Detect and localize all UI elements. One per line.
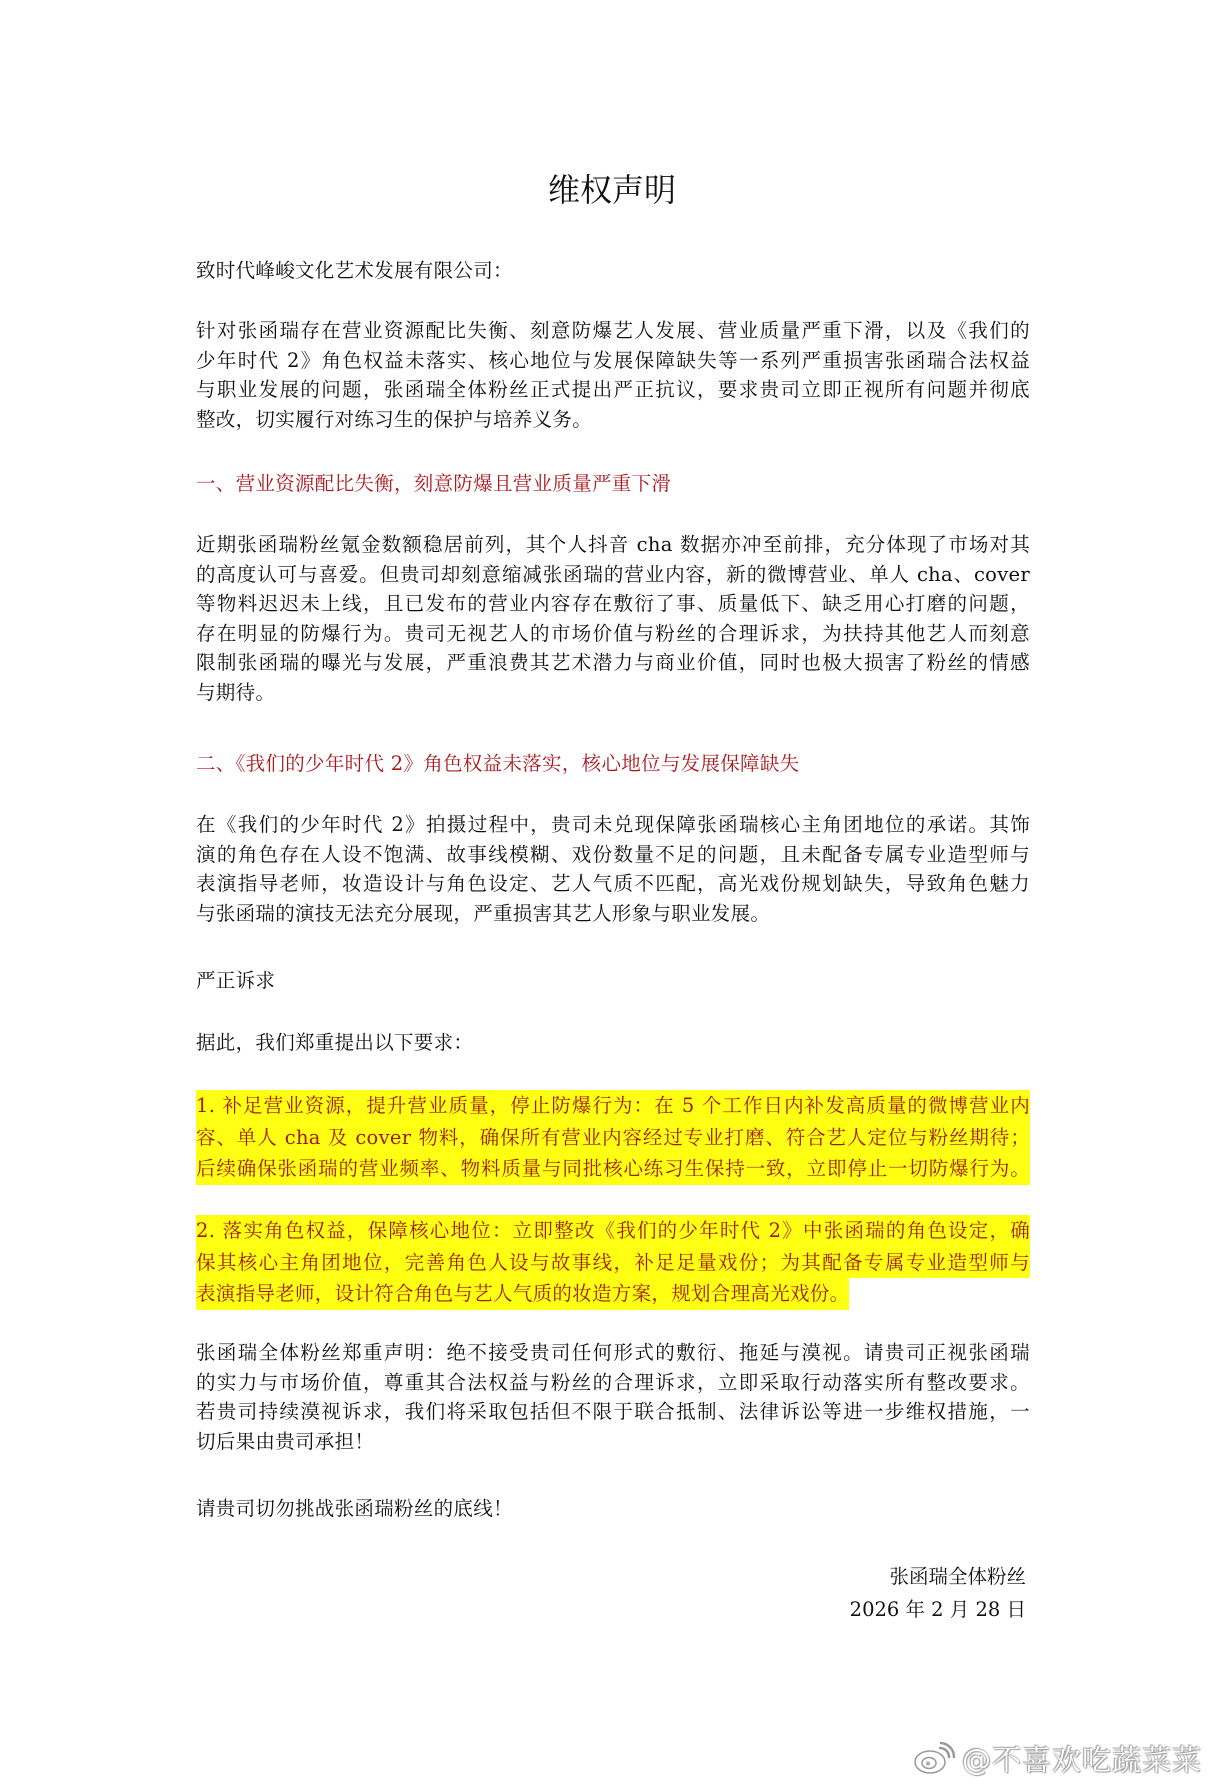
section2-line: 在《我们的少年时代 2》拍摄过程中，贵司未兑现保障张函瑞核心主角团地位的承诺。其饰 xyxy=(196,813,1030,836)
final-line xyxy=(196,1494,1030,1524)
intro-line: 整改，切实履行对练习生的保护与培养义务。 xyxy=(196,407,593,431)
section1-line: 等物料迟迟未上线，且已发布的营业内容存在敷衍了事、质量低下、缺乏用心打磨的问题， xyxy=(196,592,1030,615)
watermark-text: @不喜欢吃蔬菜菜 xyxy=(962,1742,1203,1777)
section2-paragraph xyxy=(196,810,1030,928)
section2-line: 表演指导老师，妆造设计与角色设定、艺人气质不匹配，高光戏份规划缺失，导致角色魅力 xyxy=(196,872,1030,895)
salutation xyxy=(196,256,1030,286)
date: 2026 年 2 月 28 日 xyxy=(849,1598,1026,1621)
section2-line: 演的角色存在人设不饱满、故事线模糊、戏份数量不足的问题，且未配备专属专业造型师与 xyxy=(196,842,1030,866)
demand-1-line: 后续确保张函瑞的营业频率、物料质量与同批核心练习生保持一致，立即停止一切防爆行为。 xyxy=(196,1153,1030,1185)
section1-line: 限制张函瑞的曝光与发展，严重浪费其艺术潜力与商业价值，同时也极大损害了粉丝的情感 xyxy=(196,651,1030,674)
demand-1-line: 1. 补足营业资源，提升营业质量，停止防爆行为：在 5 个工作日内补发高质量的微博营业内 xyxy=(196,1090,1030,1122)
demand-2-line: 保其核心主角团地位，完善角色人设与故事线，补足足量戏份；为其配备专属专业造型师与 xyxy=(196,1247,1030,1279)
section1-line: 的高度认可与喜爱。但贵司却刻意缩减张函瑞的营业内容，新的微博营业、单人 cha、cover xyxy=(196,562,1030,586)
section1-line: 近期张函瑞粉丝氪金数额稳居前列，其个人抖音 cha 数据亦冲至前排，充分体现了市场对其 xyxy=(196,533,1030,556)
section1-heading xyxy=(196,469,1030,499)
closing-paragraph xyxy=(196,1338,1030,1456)
demand-1-line: 容、单人 cha 及 cover 物料，确保所有营业内容经过专业打磨、符合艺人定位与粉丝期待； xyxy=(196,1122,1030,1154)
demand-item-2 xyxy=(196,1215,1030,1310)
section2-line: 与张函瑞的演技无法充分展现，严重损害其艺人形象与职业发展。 xyxy=(196,901,771,925)
closing-line: 切后果由贵司承担！ xyxy=(196,1429,375,1453)
section2-heading-text: 二、《我们的少年时代 2》角色权益未落实，核心地位与发展保障缺失 xyxy=(196,752,800,775)
section1-line: 与期待。 xyxy=(196,680,276,704)
section1-paragraph xyxy=(196,530,1030,707)
weibo-watermark xyxy=(912,1738,1202,1778)
document-title: 维权声明 xyxy=(547,171,676,209)
closing-line: 若贵司持续漠视诉求，我们将采取包括但不限于联合抵制、法律诉讼等进一步维权措施，一 xyxy=(196,1400,1030,1423)
intro-line: 与职业发展的问题，张函瑞全体粉丝正式提出严正抗议，要求贵司立即正视所有问题并彻底 xyxy=(196,378,1030,401)
demand-2-line: 2. 落实角色权益，保障核心地位：立即整改《我们的少年时代 2》中张函瑞的角色设定，确 xyxy=(196,1215,1030,1247)
signature: 张函瑞全体粉丝 xyxy=(889,1565,1026,1588)
demands-label-text: 严正诉求 xyxy=(196,969,276,992)
closing-line: 的实力与市场价值，尊重其合法权益与粉丝的合理诉求，立即采取行动落实所有整改要求。 xyxy=(196,1370,1030,1394)
final-line-text: 请贵司切勿挑战张函瑞粉丝的底线！ xyxy=(196,1497,513,1520)
demands-intro xyxy=(196,1028,1030,1058)
section1-heading-text: 一、营业资源配比失衡，刻意防爆且营业质量严重下滑 xyxy=(196,472,672,495)
intro-paragraph xyxy=(196,316,1030,434)
section2-heading xyxy=(196,749,1030,779)
intro-line: 少年时代 2》角色权益未落实、核心地位与发展保障缺失等一系列严重损害张函瑞合法权益 xyxy=(196,348,1030,372)
salutation-text: 致时代峰峻文化艺术发展有限公司： xyxy=(196,259,513,282)
demands-label xyxy=(196,966,1030,996)
demand-item-1 xyxy=(196,1090,1030,1185)
weibo-icon xyxy=(912,1740,956,1776)
demand-2-line: 表演指导老师，设计符合角色与艺人气质的妆造方案，规划合理高光戏份。 xyxy=(196,1278,849,1310)
closing-line: 张函瑞全体粉丝郑重声明：绝不接受贵司任何形式的敷衍、拖延与漠视。请贵司正视张函瑞 xyxy=(196,1341,1030,1364)
section1-line: 存在明显的防爆行为。贵司无视艺人的市场价值与粉丝的合理诉求，为扶持其他艺人而刻意 xyxy=(196,621,1030,645)
demands-intro-text: 据此，我们郑重提出以下要求： xyxy=(196,1031,474,1054)
intro-line: 针对张函瑞存在营业资源配比失衡、刻意防爆艺人发展、营业质量严重下滑，以及《我们的 xyxy=(196,319,1030,342)
